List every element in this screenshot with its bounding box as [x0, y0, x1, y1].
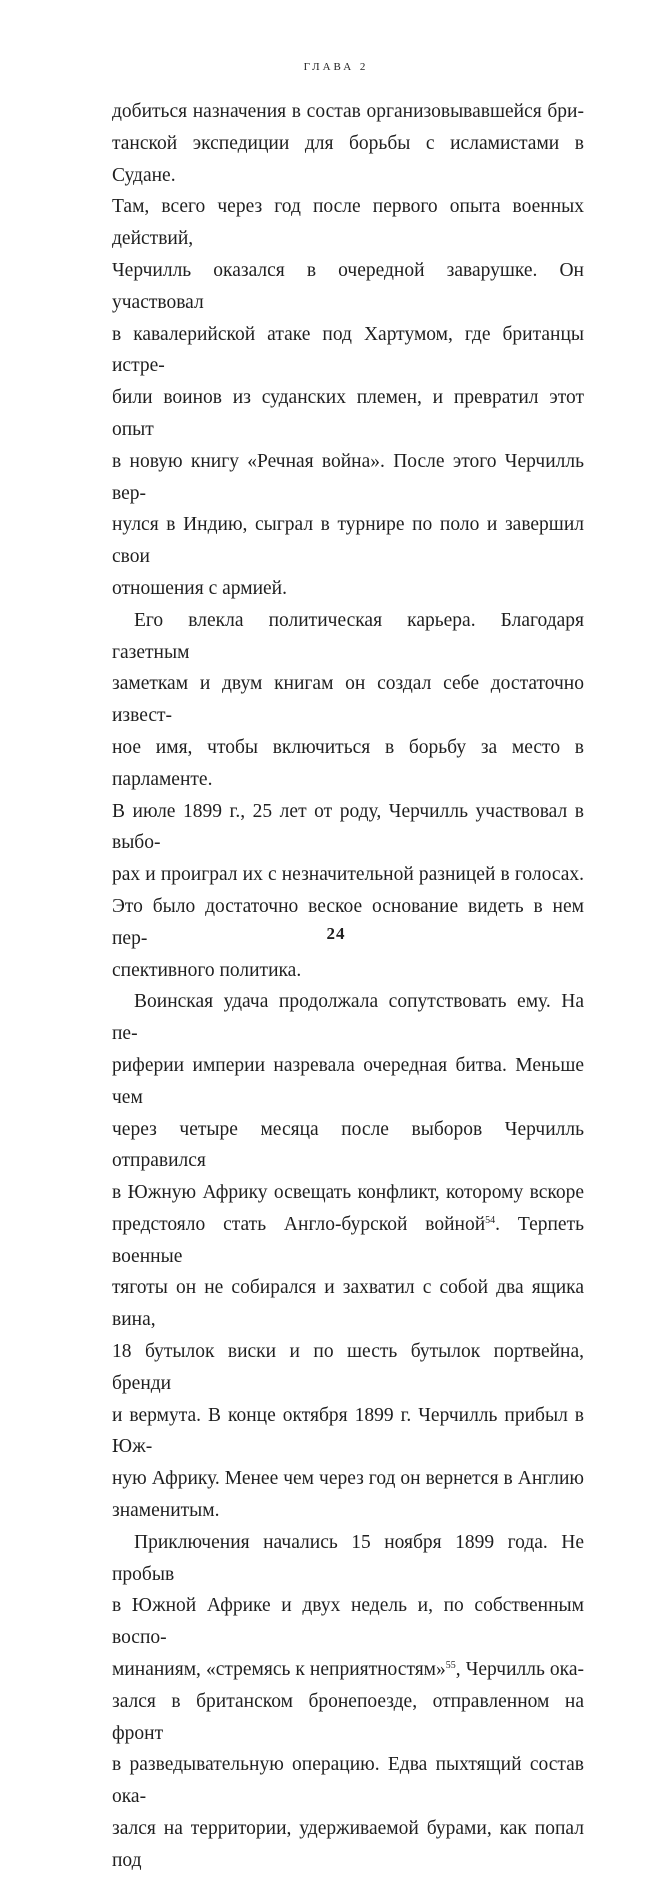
text-line: зался на территории, удерживаемой бурами, как попал под	[112, 1818, 584, 1871]
text-line-with-footnote	[112, 1654, 584, 1686]
text-line: заметкам и двум книгам он создал себе достаточно извест-	[112, 673, 584, 727]
text-line: Приключения начались 15 ноября 1899 года. Не пробыв	[112, 1531, 584, 1585]
text-line: через четыре месяца после выборов Черчилль отправился	[112, 1118, 584, 1172]
text-line: танской экспедиции для борьбы с исламистами в Судане.	[112, 132, 584, 186]
text-line: в Южную Африку освещать конфликт, которому вскоре	[112, 1182, 584, 1204]
text-fragment: . Терпеть военные	[112, 1213, 584, 1267]
text-line: нулся в Индию, сыграл в турнире по поло и завершил свои	[112, 514, 584, 568]
running-head: ГЛАВА 2	[303, 61, 369, 73]
text-line-with-footnote	[112, 1209, 584, 1273]
text-line: рах и проиграл их с незначительной разницей в голосах.	[112, 864, 584, 886]
text-line: Воинская удача продолжала сопутствовать ему. На пе-	[112, 991, 584, 1045]
text-line: били воинов из суданских племен, и превратил этот опыт	[112, 387, 584, 440]
text-line: Черчилль оказался в очередной заварушке. Он участвовал	[112, 259, 584, 313]
text-fragment: минаниям, «стремясь к неприятностям»	[112, 1659, 446, 1681]
text-line: Это было достаточно веское основание видеть в нем пер-	[112, 895, 584, 949]
text-line: в новую книгу «Речная война». После этого Черчилль вер-	[112, 450, 584, 504]
text-line: риферии империи назревала очередная битва. Меньше чем	[112, 1054, 584, 1108]
text-line: Там, всего через год после первого опыта военных действий,	[112, 196, 584, 250]
text-line: ное имя, чтобы включиться в борьбу за место в парламенте.	[112, 736, 584, 790]
text-line: в Южной Африке и двух недель и, по собственным воспо-	[112, 1595, 584, 1649]
text-fragment: , Черчилль ока-	[455, 1659, 584, 1681]
paragraph-4	[112, 1527, 584, 1877]
footnote-marker[interactable]: 55	[445, 1660, 456, 1672]
paragraph-1	[112, 96, 584, 605]
text-line: в разведывательную операцию. Едва пыхтящий состав ока-	[112, 1754, 584, 1808]
text-line: В июле 1899 г., 25 лет от роду, Черчилль участвовал в выбо-	[112, 800, 584, 854]
text-line: в кавалерийской атаке под Хартумом, где британцы истре-	[112, 323, 584, 377]
text-line: знаменитым.	[112, 1500, 220, 1522]
paragraph-3	[112, 986, 584, 1527]
text-line: тяготы он не собирался и захватил с собой два ящика вина,	[112, 1277, 584, 1331]
text-line: спективного политика.	[112, 959, 302, 981]
footnote-marker[interactable]: 54	[485, 1214, 496, 1226]
text-line: добиться назначения в состав организовывавшейся бри-	[112, 101, 584, 122]
text-fragment: предстояло стать Англо-бурской войной	[112, 1213, 486, 1235]
page-number: 24	[326, 924, 346, 943]
text-line: ную Африку. Менее чем через год он вернется в Англию	[112, 1468, 584, 1490]
body-text	[112, 96, 584, 1877]
text-line: отношения с армией.	[112, 577, 287, 599]
text-line: 18 бутылок виски и по шесть бутылок портвейна, бренди	[112, 1341, 584, 1394]
text-line: зался в британском бронепоезде, отправленном на фронт	[112, 1690, 584, 1744]
text-line: и вермута. В конце октября 1899 г. Черчилль прибыл в Юж-	[112, 1404, 584, 1458]
text-line: Его влекла политическая карьера. Благодаря газетным	[112, 609, 584, 663]
